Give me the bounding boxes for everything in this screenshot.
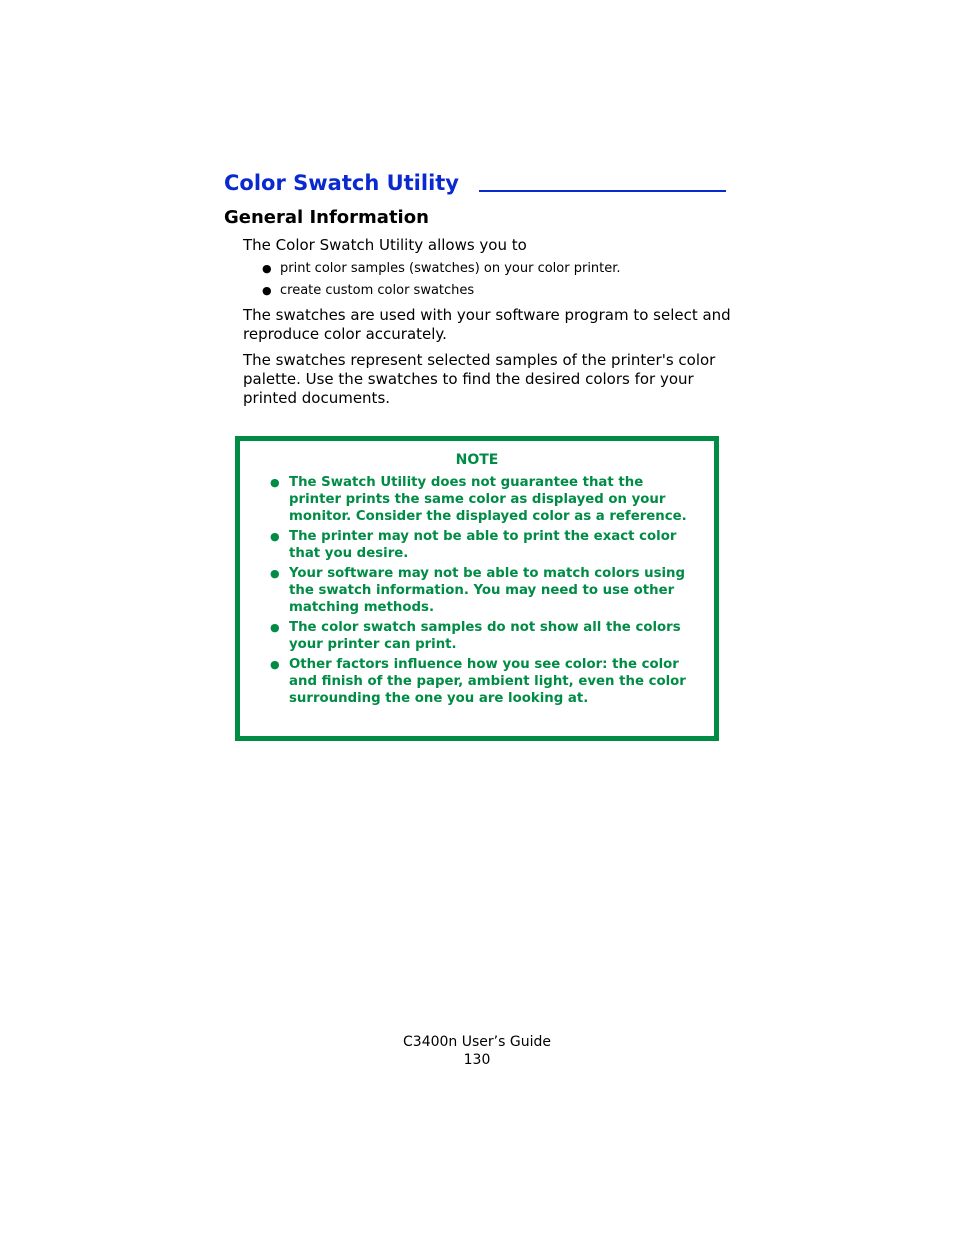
note-box [235, 436, 719, 741]
bullet-icon: ● [270, 476, 280, 489]
bullet-icon: ● [262, 262, 272, 275]
title-underline-rule [479, 190, 726, 192]
intro-text: The Color Swatch Utility allows you to [243, 236, 527, 254]
note-item-text: Your software may not be able to match colors using the swatch information. You may need to use other matching methods. [289, 566, 686, 615]
list-item [262, 283, 621, 299]
bullet-icon: ● [270, 658, 280, 671]
list-item-text: create custom color swatches [280, 283, 475, 298]
note-item [270, 656, 695, 707]
note-item [270, 474, 695, 525]
paragraph: The swatches are used with your software program to select and reproduce color accurately. [243, 306, 731, 343]
list-item [262, 261, 621, 277]
note-item-text: The Swatch Utility does not guarantee that the printer prints the same color as displayed on your monitor. Consider the displayed color as a reference. [289, 475, 687, 524]
note-item [270, 619, 695, 653]
bullet-icon: ● [270, 530, 280, 543]
feature-list [262, 261, 621, 305]
note-item-text: The color swatch samples do not show all the colors your printer can print. [289, 620, 681, 652]
page-title: Color Swatch Utility [224, 171, 459, 195]
note-item-text: The printer may not be able to print the exact color that you desire. [289, 529, 677, 561]
footer-guide-title: C3400n User’s Guide [403, 1034, 551, 1050]
note-item [270, 565, 695, 616]
note-item [270, 528, 695, 562]
note-title: NOTE [455, 452, 499, 468]
bullet-icon: ● [270, 567, 280, 580]
list-item-text: print color samples (swatches) on your color printer. [280, 261, 621, 276]
note-item-text: Other factors influence how you see color: the color and finish of the paper, ambient light, even the color surrounding the one you are looking at. [289, 657, 686, 706]
page-number: 130 [463, 1052, 491, 1068]
paragraph: The swatches represent selected samples of the printer's color palette. Use the swatches to find the desired colors for your printed documents. [243, 351, 716, 407]
note-list [270, 474, 695, 710]
bullet-icon: ● [262, 284, 272, 297]
section-heading: General Information [224, 207, 429, 228]
bullet-icon: ● [270, 621, 280, 634]
